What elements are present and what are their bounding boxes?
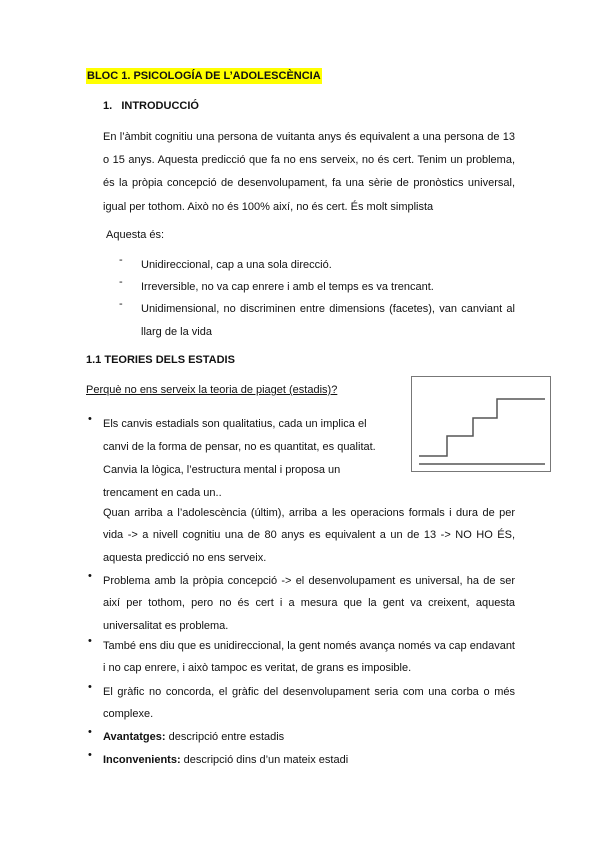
bullet-marker: • [88, 635, 92, 647]
intro-heading: 1. INTRODUCCIÓ [103, 100, 199, 112]
bullet-1-line-2: canvi de la forma de pensar, no es quantitat, es qualitat. [103, 441, 376, 453]
dash-item-1: Unidireccional, cap a una sola direcció. [141, 259, 332, 271]
bullet-2: Problema amb la pròpia concepció -> el desenvolupament es universal, ha de ser així per tothom, pero no és cert i a mesura que la gent va creixent, aquesta universalitat es problema. [103, 575, 515, 632]
bullet-marker: • [88, 570, 92, 582]
bullet-3: També ens diu que es unidireccional, la gent només avança només va cap endavant i no cap enrere, i això tampoc es veritat, de grans es imposible. [103, 640, 515, 675]
disadvantages-text: descripció dins d’un mateix estadi [180, 754, 349, 766]
advantages-label: Avantatges: [103, 731, 166, 743]
bullet-5 [103, 726, 284, 748]
dash-item-2: Irreversible, no va cap enrere i amb el temps es va trencant. [141, 281, 434, 293]
bullet-marker: • [88, 681, 92, 693]
dash-marker: - [119, 276, 123, 288]
dash-item-3: Unidimensional, no discriminen entre dimensions (facetes), van canviant al llarg de la vida [141, 303, 515, 338]
bullet-marker: • [88, 726, 92, 738]
advantages-text: descripció entre estadis [165, 731, 285, 743]
bullet-1-line-1: Els canvis estadials son qualitatius, cada un implica el [103, 418, 367, 430]
bullet-1-line-3: Canvia la lògica, l’estructura mental i proposa un [103, 464, 341, 476]
bullet-1-continuation: Quan arriba a l’adolescència (últim), arriba a les operacions formals i dura de per vida -> a nivell cognitiu una de 80 anys es equivalent a un de 13 -> NO HO ÉS, aquesta predicció no ens serveix. [103, 507, 515, 564]
aquesta-es-label: Aquesta és: [106, 229, 165, 241]
stages-staircase-graph [411, 376, 551, 472]
dash-marker: - [119, 254, 123, 266]
bullet-4: El gràfic no concorda, el gràfic del desenvolupament seria com una corba o més complexe. [103, 686, 515, 721]
disadvantages-label: Inconvenients: [103, 754, 181, 766]
intro-paragraph: En l’àmbit cognitiu una persona de vuitanta anys és equivalent a una persona de 13 o 15 anys. Aquesta predicció que fa no ens serveix, no és cert. Tenim un problema, és la pròpia concepció de desenvolupament, fa una sèrie de pronòstics universal, igual per tothom. Això no és 100% així, no és cert. És molt simplista [103, 131, 515, 213]
question-subheading: Perquè no ens serveix la teoria de piaget (estadis)? [86, 384, 338, 396]
bullet-marker: • [88, 413, 92, 425]
teories-heading: 1.1 TEORIES DELS ESTADIS [86, 354, 235, 366]
bullet-6 [103, 749, 348, 771]
bullet-1-line-4: trencament en cada un.. [103, 487, 222, 499]
bloc-title: BLOC 1. PSICOLOGÍA DE L’ADOLESCÈNCIA [87, 70, 321, 82]
bullet-marker: • [88, 749, 92, 761]
dash-marker: - [119, 298, 123, 310]
